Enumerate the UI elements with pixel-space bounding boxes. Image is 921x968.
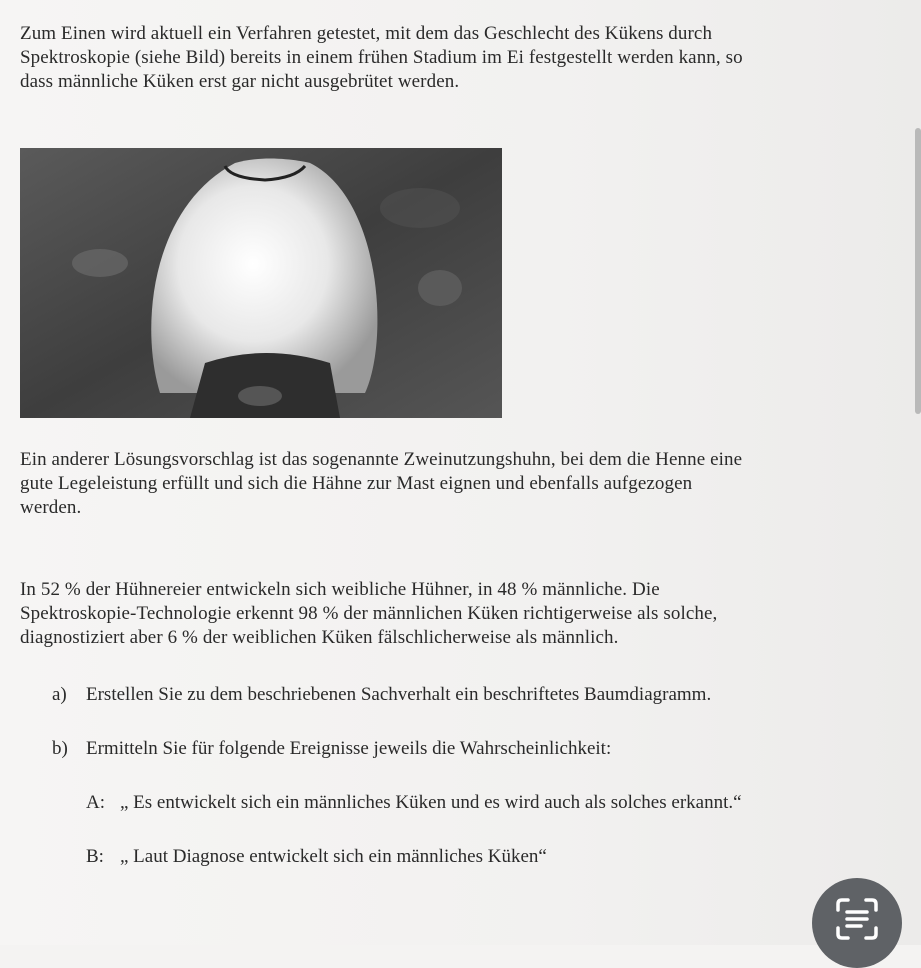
task-a-label: a) xyxy=(52,684,67,705)
photo-illustration xyxy=(20,148,502,418)
text-line: In 52 % der Hühnereier entwickeln sich weibliche Hühner, in 48 % männliche. Die xyxy=(20,579,660,600)
text-scan-icon xyxy=(834,896,880,942)
scrollbar[interactable] xyxy=(915,128,921,414)
task-b-text: Ermitteln Sie für folgende Ereignisse jeweils die Wahrscheinlichkeit: xyxy=(86,738,612,759)
text-line: diagnostiziert aber 6 % der weiblichen Küken fälschlicherweise als männlich. xyxy=(20,627,619,648)
intro-paragraph xyxy=(20,22,743,94)
event-a-label: A: xyxy=(86,792,105,813)
event-a xyxy=(86,791,742,815)
alternative-paragraph xyxy=(20,448,742,520)
text-line: dass männliche Küken erst gar nicht ausgebrütet werden. xyxy=(20,71,460,92)
task-b-label: b) xyxy=(52,738,68,759)
egg-spectroscopy-photo xyxy=(20,148,502,418)
event-b-label: B: xyxy=(86,846,104,867)
text-line: Ein anderer Lösungsvorschlag ist das sogenannte Zweinutzungshuhn, bei dem die Henne eine xyxy=(20,449,743,470)
task-a xyxy=(52,683,711,707)
text-scan-button[interactable] xyxy=(812,878,902,968)
text-line: Spektroskopie-Technologie erkennt 98 % der männlichen Küken richtigerweise als solche, xyxy=(20,603,718,624)
task-b xyxy=(52,737,611,761)
text-line: werden. xyxy=(20,497,82,518)
event-a-text: „ Es entwickelt sich ein männliches Küken und es wird auch als solches erkannt.“ xyxy=(120,792,742,813)
text-line: Zum Einen wird aktuell ein Verfahren getestet, mit dem das Geschlecht des Kükens durch xyxy=(20,23,713,44)
event-b-text: „ Laut Diagnose entwickelt sich ein männliches Küken“ xyxy=(120,846,547,867)
task-a-text: Erstellen Sie zu dem beschriebenen Sachverhalt ein beschriftetes Baumdiagramm. xyxy=(86,684,712,705)
text-line: gute Legeleistung erfüllt und sich die Hähne zur Mast eignen und ebenfalls aufgezogen xyxy=(20,473,693,494)
statistics-paragraph xyxy=(20,578,717,650)
event-b xyxy=(86,845,547,869)
text-line: Spektroskopie (siehe Bild) bereits in einem frühen Stadium im Ei festgestellt werden kann, so xyxy=(20,47,743,68)
